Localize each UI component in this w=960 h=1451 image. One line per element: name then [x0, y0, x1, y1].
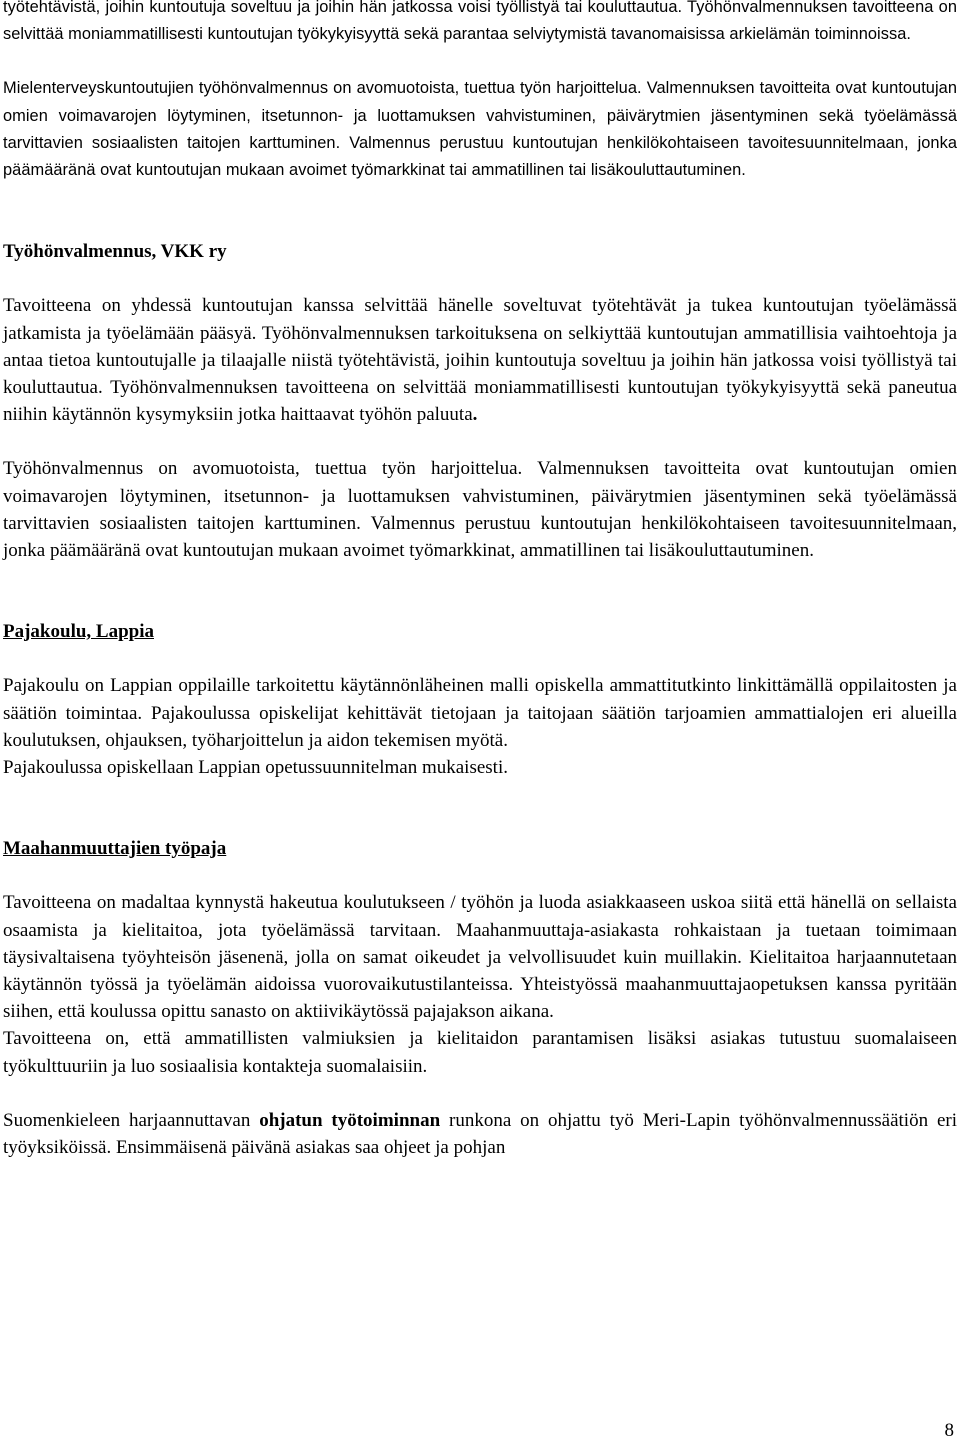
section-heading-pajakoulu: Pajakoulu, Lappia	[3, 621, 154, 643]
vkk-paragraph-1-text: Tavoitteena on yhdessä kuntoutujan kanssa selvittää hänelle soveltuvat työtehtävät ja tukea kuntoutujan työelämässä jatkamista ja työelämään pääsyä. Työhönvalmennuksen tarkoituksena on selkiyttää kuntoutujan ammatillisia vaihtoehtoja ja antaa tietoa kuntoutujalle ja tilaajalle niistä työtehtävistä, joihin kuntoutuja soveltuu ja joihin hän jatkossa voisi työllistyä tai kouluttautua. Työhönvalmennuksen tavoitteena on selvittää moniammatillisesti kuntoutujan työkykyisyyttä sekä paneutua niihin käytännön kysymyksiin jotka haittaavat työhön paluuta	[3, 295, 957, 426]
maahanmuuttajien-paragraph-3-end: runkona on ohjattu työ Meri-Lapin työhönvalmennussäätiön eri työyksiköissä. Ensimmäisenä päivänä asiakas saa ohjeet ja pohjan	[3, 1109, 957, 1159]
spacer	[3, 564, 957, 618]
pajakoulu-paragraph-1: Pajakoulu on Lappian oppilaille tarkoitettu käytännönläheinen malli opiskella ammattitutkinto linkittämällä oppilaitosten ja säätiön toimintaa. Pajakoulussa opiskelijat kehittävät tietojaan ja taitojaan säätiön tarjoamien ammattialojen eri alueilla koulutuksen, ohjauksen, työharjoittelun ja aidon tekemisen myötä.	[3, 675, 957, 751]
page-number: 8	[944, 1420, 954, 1441]
vkk-paragraph-2: Työhönvalmennus on avomuotoista, tuettua työn harjoittelua. Valmennuksen tavoitteita ovat kuntoutujan omien voimavarojen löytyminen, itsetunnon- ja luottamuksen vahvistuminen, päivärytmien jäsentyminen sekä työelämässä tarvittavien sosiaalisten taitojen karttuminen. Valmennus perustuu kuntoutujan henkilökohtaiseen tavoitesuunnitelmaan, jonka päämääränä ovat kuntoutujan mukaan avoimet työmarkkinat, ammatillinen tai lisäkouluttautuminen.	[3, 458, 957, 562]
spacer	[3, 265, 957, 292]
spacer	[3, 48, 957, 75]
spacer	[3, 184, 957, 238]
spacer	[3, 1080, 957, 1107]
section-heading-vkk: Työhönvalmennus, VKK ry	[3, 241, 227, 263]
section-heading-maahanmuuttajien: Maahanmuuttajien työpaja	[3, 838, 227, 860]
maahanmuuttajien-paragraph-2: Tavoitteena on, että ammatillisten valmiuksien ja kielitaidon parantamisen lisäksi asiakas tutustuu suomalaiseen työkulttuuriin ja luo sosiaalisia kontakteja suomalaisiin.	[3, 1028, 957, 1077]
maahanmuuttajien-paragraph-3	[3, 1107, 957, 1161]
document-page	[3, 0, 957, 1161]
spacer	[3, 862, 957, 889]
pajakoulu-paragraph-2: Pajakoulussa opiskellaan Lappian opetussuunnitelman mukaisesti.	[3, 757, 508, 779]
maahanmuuttajien-paragraph-1: Tavoitteena on madaltaa kynnystä hakeutua koulutukseen / työhön ja luoda asiakkaaseen uskoa siitä että hänellä on sellaista osaamista ja kielitaitoa, jota työelämässä tarvitaan. Maahanmuuttaja-asiakasta rohkaistaan ja tuetaan toimimaan täysivaltaisena työyhteisön jäsenenä, jolla on samat oikeudet ja velvollisuudet kuin muillakin. Kielitaitoa harjaannutetaan käytännön työssä ja työelämän aidoissa vuorovaikutustilanteissa. Yhteistyössä maahanmuuttajaopetuksen kanssa pyritään siihen, että koulussa opittu sanasto on aktiivikäytössä pajajakson aikana.	[3, 892, 957, 1023]
maahanmuuttajien-paragraph-3-start: Suomenkieleen harjaannuttavan	[3, 1109, 260, 1131]
top-paragraph-2: Mielenterveyskuntoutujien työhönvalmennus on avomuotoista, tuettua työn harjoittelua. Valmennuksen tavoitteita ovat kuntoutujan omien voimavarojen löytyminen, itsetunnon- ja luottamuksen vahvistuminen, päivärytmien jäsentyminen sekä työelämässä tarvittavien sosiaalisten taitojen karttuminen. Valmennus perustuu kuntoutujan henkilökohtaiseen tavoitesuunnitelmaan, jonka päämääränä ovat kuntoutujan mukaan avoimet työmarkkinat tai ammatillinen tai lisäkouluttautuminen.	[3, 79, 957, 180]
top-paragraph-1: työtehtävistä, joihin kuntoutuja soveltuu ja joihin hän jatkossa voisi työllistyä tai kouluttautua. Työhönvalmennuksen tavoitteena on selvittää moniammatillisesti kuntoutujan työkykyisyyttä sekä parantaa selviytymistä tavanomaisissa arkielämän toiminnoissa.	[3, 0, 957, 44]
spacer	[3, 428, 957, 455]
maahanmuuttajien-paragraph-3-bold: ohjatun työtoiminnan	[259, 1109, 441, 1131]
spacer	[3, 781, 957, 835]
vkk-paragraph-1	[3, 292, 957, 428]
spacer	[3, 645, 957, 672]
vkk-paragraph-1-end: .	[472, 404, 478, 426]
